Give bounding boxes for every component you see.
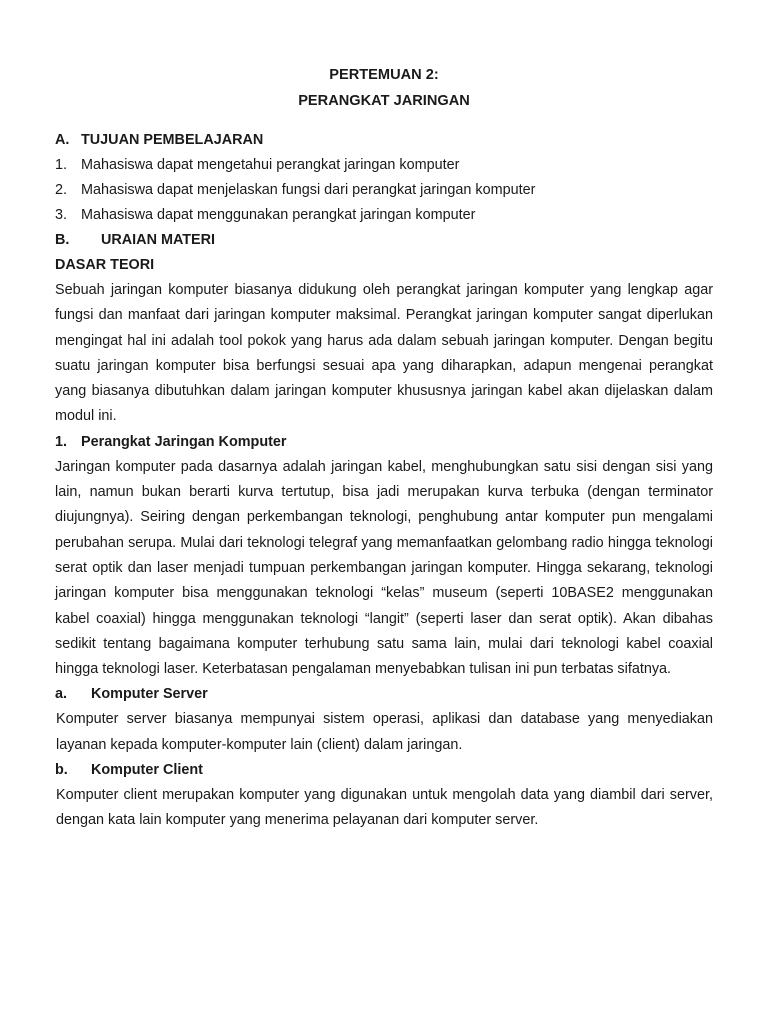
section-b-title: URAIAN MATERI [101, 232, 216, 248]
objective-number: 2. [55, 182, 68, 198]
section-a-heading [55, 128, 713, 153]
subsection-1-paragraph: Jaringan komputer pada dasarnya adalah jaringan kabel, menghubungkan satu sisi dengan sisi yang lain, namun bukan berarti kurva tertutup, bisa jadi merupakan kurva terbuka (dengan terminator diujungnya). Seiring dengan perkembangan teknologi, penghubung antar komputer pun mengalami perubahan serupa. Mulai dari teknologi telegraf yang memanfaatkan gelombang radio hingga teknologi serat optik dan laser menjadi tumpuan perkembangan jaringan komputer. Hingga sekarang, teknologi jaringan komputer bisa menggunakan teknologi “kelas” museum (seperti 10BASE2 menggunakan kabel coaxial) hingga menggunakan teknologi “langit” (seperti laser dan serat optik). Akan dibahas sedikit tentang bagaimana komputer terhubung satu sama lain, mulai dari teknologi kabel coaxial hingga teknologi laser. Keterbatasan pengalaman menyebabkan tulisan ini pun terbatas sifatnya. [55, 458, 713, 678]
subsection-1-label: 1. [55, 433, 68, 450]
subsection-a-heading [55, 682, 713, 707]
title-spacer [55, 114, 713, 128]
objective-item-1 [55, 153, 713, 178]
subsection-a-paragraph: Komputer server biasanya mempunyai sistem operasi, aplikasi dan database yang menyediakan layanan kepada komputer-komputer lain (client) dalam jaringan. [56, 711, 713, 753]
subsection-b-label: b. [55, 762, 68, 779]
section-a-label: A. [55, 132, 70, 148]
section-b-heading [55, 228, 713, 253]
document-title-line2: PERANGKAT JARINGAN [298, 93, 470, 109]
subsection-b-heading [55, 758, 713, 783]
document-title-line1: PERTEMUAN 2: [329, 67, 439, 83]
subsection-1-title: Perangkat Jaringan Komputer [81, 433, 287, 450]
objective-text: Mahasiswa dapat menggunakan perangkat jaringan komputer [81, 207, 476, 223]
subsection-b-paragraph: Komputer client merupakan komputer yang digunakan untuk mengolah data yang diambil dari server, dengan kata lain komputer yang menerima pelayanan dari komputer server. [56, 787, 713, 829]
objective-item-3 [55, 203, 713, 228]
subsection-a-label: a. [55, 686, 68, 703]
objective-number: 1. [55, 157, 68, 173]
dasar-teori-paragraph: Sebuah jaringan komputer biasanya didukung oleh perangkat jaringan komputer yang lengkap agar fungsi dan manfaat dari jaringan komputer maksimal. Perangkat jaringan komputer sangat diperlukan mengingat hal ini adalah tool pokok yang harus ada dalam sebuah jaringan komputer. Dengan begitu suatu jaringan komputer bisa berfungsi sesuai apa yang diharapkan, adapun mengenai perangkat yang biasanya dibutuhkan dalam jaringan komputer khususnya jaringan kabel akan dijelaskan dalam modul ini. [55, 282, 713, 425]
subsection-1-heading [55, 430, 713, 455]
objective-number: 3. [55, 207, 68, 223]
objective-item-2 [55, 178, 713, 203]
document-page [55, 62, 713, 834]
objective-text: Mahasiswa dapat mengetahui perangkat jaringan komputer [81, 157, 460, 173]
subsection-b-title: Komputer Client [91, 762, 203, 779]
objective-text: Mahasiswa dapat menjelaskan fungsi dari perangkat jaringan komputer [81, 182, 536, 198]
subsection-a-title: Komputer Server [91, 686, 208, 703]
dasar-teori-heading: DASAR TEORI [55, 257, 155, 273]
section-b-label: B. [55, 232, 70, 248]
section-a-title: TUJUAN PEMBELAJARAN [81, 132, 264, 148]
